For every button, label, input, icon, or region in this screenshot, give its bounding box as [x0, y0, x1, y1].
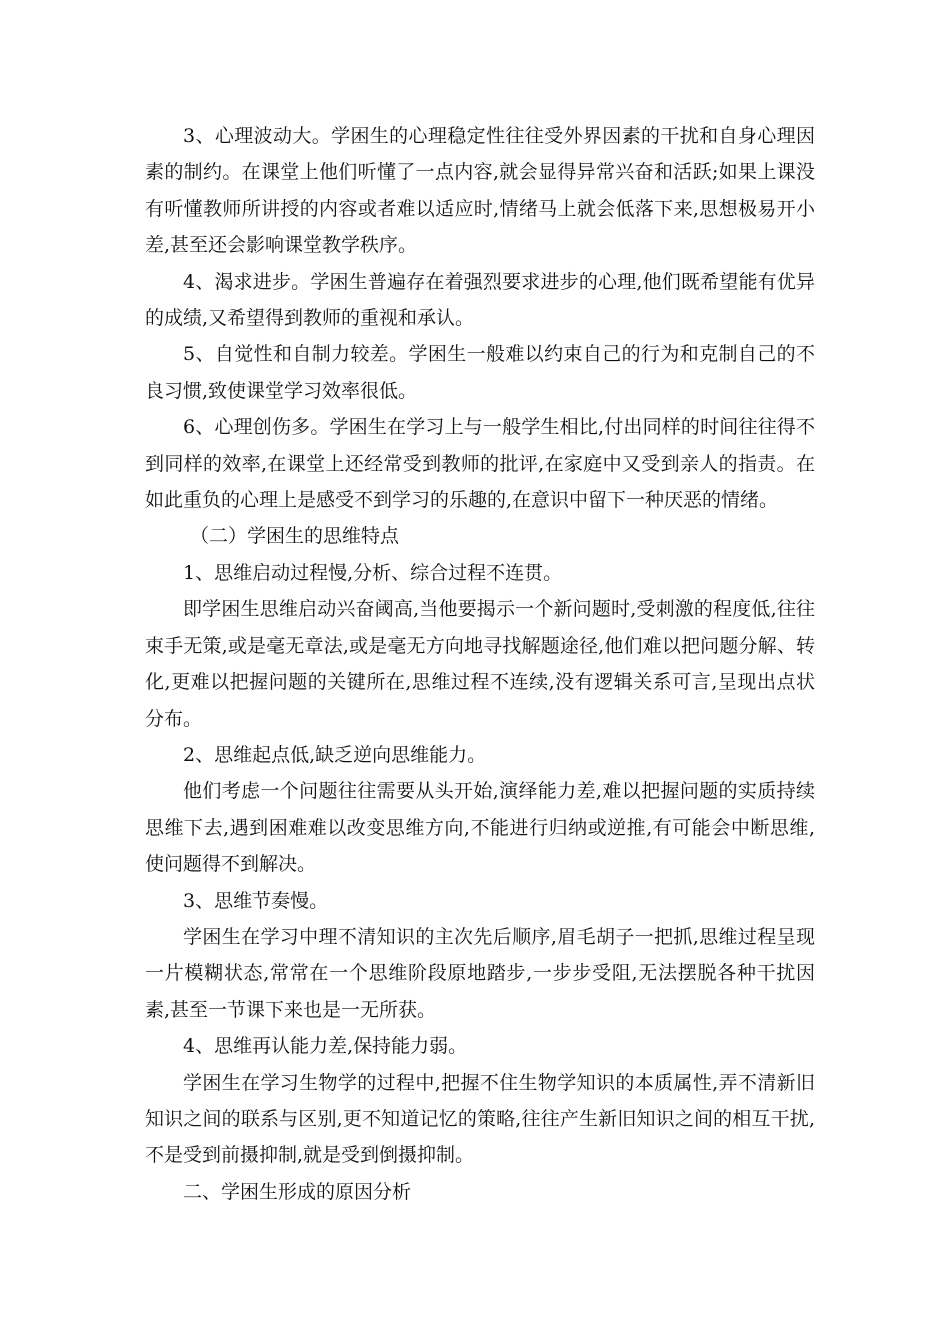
- paragraph-thinking-slow-start: 1、思维启动过程慢,分析、综合过程不连贯。: [183, 561, 563, 584]
- document-body: [145, 118, 815, 1210]
- paragraph-low-starting-point: 2、思维起点低,缺乏逆向思维能力。: [183, 743, 487, 766]
- paragraph-slow-rhythm: 3、思维节奏慢。: [183, 889, 329, 912]
- paragraph-slow-rhythm-detail: 学困生在学习中理不清知识的主次先后顺序,眉毛胡子一把抓,思维过程呈现一片模糊状态,常常在一个思维阶段原地踏步,一步步受阻,无法摆脱各种干扰因素,甚至一节课下来也是一无所获。: [145, 925, 815, 1021]
- paragraph-thinking-slow-start-detail: 即学困生思维启动兴奋阈高,当他要揭示一个新问题时,受刺激的程度低,往往束手无策,或是毫无章法,或是毫无方向地寻找解题途径,他们难以把问题分解、转化,更难以把握问题的关键所在,思维过程不连续,没有逻辑关系可言,呈现出点状分布。: [145, 598, 815, 730]
- paragraph-low-starting-point-detail: 他们考虑一个问题往往需要从头开始,演绎能力差,难以把握问题的实质持续思维下去,遇到困难难以改变思维方向,不能进行归纳或逆推,有可能会中断思维,使问题得不到解决。: [145, 780, 815, 876]
- paragraph-psychological-fluctuation: 3、心理波动大。学困生的心理稳定性往往受外界因素的干扰和自身心理因素的制约。在课堂上他们听懂了一点内容,就会显得异常兴奋和活跃;如果上课没有听懂教师所讲授的内容或者难以适应时,情绪马上就会低落下来,思想极易开小差,甚至还会影响课堂教学秩序。: [145, 125, 815, 257]
- section-heading-thinking-traits: （二）学困生的思维特点: [190, 525, 400, 548]
- paragraph-weak-recognition: 4、思维再认能力差,保持能力弱。: [183, 1035, 468, 1058]
- paragraph-psychological-trauma: 6、心理创伤多。学困生在学习上与一般学生相比,付出同样的时间往往得不到同样的效率,在课堂上还经常受到教师的批评,在家庭中又受到亲人的指责。在如此重负的心理上是感受不到学习的乐趣的,在意识中留下一种厌恶的情绪。: [145, 416, 815, 512]
- section-heading-cause-analysis: 二、学困生形成的原因分析: [183, 1180, 412, 1203]
- paragraph-desire-for-progress: 4、渴求进步。学困生普遍存在着强烈要求进步的心理,他们既希望能有优异的成绩,又希望得到教师的重视和承认。: [145, 270, 815, 330]
- paragraph-self-discipline: 5、自觉性和自制力较差。学困生一般难以约束自己的行为和克制自己的不良习惯,致使课堂学习效率很低。: [145, 343, 815, 402]
- paragraph-weak-recognition-detail: 学困生在学习生物学的过程中,把握不住生物学知识的本质属性,弄不清新旧知识之间的联系与区别,更不知道记忆的策略,往往产生新旧知识之间的相互干扰,不是受到前摄抑制,就是受到倒摄抑制。: [145, 1071, 815, 1167]
